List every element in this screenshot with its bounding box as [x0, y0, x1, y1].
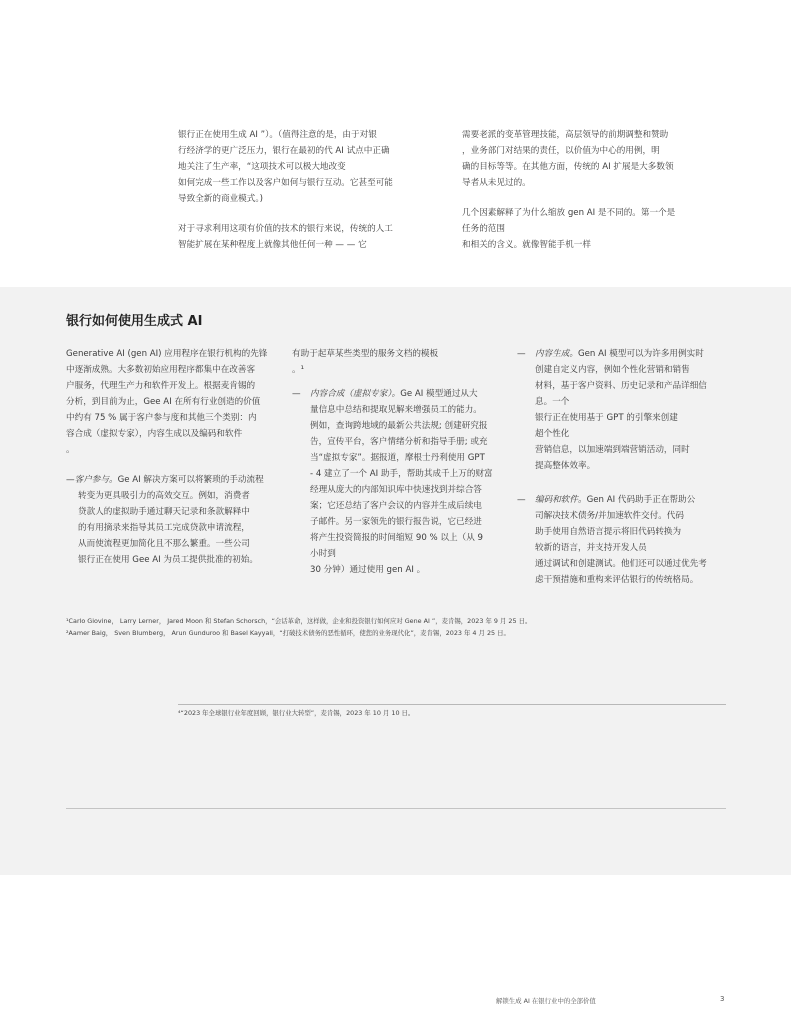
bullet-coding-software: [517, 492, 722, 588]
bullet-text: Gen AI 模型可以为许多用例实时 创建自定义内容，例如个性化营销和销售 材料，基于客户资料、历史记录和产品详细信 息。一个 银行正在使用基于 GPT 的引擎来创建 超个性化 营销信息，以加速端到端营销活动，同时 提高整体效率。: [535, 349, 707, 471]
box-column-1: [66, 346, 271, 568]
footnote-1: ¹Carlo Giovine， Larry Lerner， Jared Moon 和 Stefan Schorsch，“会话革命，这样做，企业和投资银行如何应对 Gene AI ”，麦肯锡，2023 年 9 月 25 日。: [66, 617, 532, 625]
bullet-label: 编码和软件。: [535, 495, 587, 505]
divider: [178, 704, 726, 705]
bullet-dash: —: [517, 495, 526, 505]
bullet-label: —客户参与。: [66, 475, 118, 485]
paragraph: 需要老派的变革管理技能，高层领导的前期调整和赞助 ，业务部门对结果的责任，以价值为中心的用例，明 确的目标等等。在其他方面，传统的 AI 扩展是大多数领 导者从未见过的。: [462, 130, 674, 188]
paragraph: 对于寻求利用这项有价值的技术的银行来说，传统的人工 智能扩展在某种程度上就像其他任何一种 — — 它: [178, 224, 393, 250]
page-number: 3: [720, 995, 725, 1003]
top-left-column: [178, 127, 448, 253]
paragraph: 几个因素解释了为什么缩放 gen AI 是不同的。第一个是 任务的范围 和相关的含义。就像智能手机一样: [462, 208, 676, 250]
bullet-text: Ge AI 模型通过从大 量信息中总结和提取见解来增强员工的能力。 例如，查询跨地域的最新公共法规; 创建研究报 告，宣传平台，客户情绪分析和指导手册; 或充 当“虚拟专家”。据报道，摩根士丹利使用 GPT - 4 建立了一个 AI 助手，帮助其成千上万的财富 经理从庞大的内部知识库中快速找到并综合答 案；它还总结了客户会议的内容并生成后续电 子邮件。另一家领先的银行报告说，它已经进 将产生投资简报的时间缩短 90 % 以上（从 9 小时到 30 分钟）通过使用 gen AI 。: [310, 389, 493, 575]
box-column-2: [292, 346, 497, 578]
box-column-3: [517, 346, 722, 588]
paragraph: Generative AI (gen AI) 应用程序在银行机构的先锋 中逐渐成熟。大多数初始应用程序都集中在改善客 户服务，代理生产力和软件开发上。根据麦肯锡的 分析，到目前为止，Gee AI 在所有行业创造的价值 中约有 75 % 属于客户参与度和其他三个类别：内 容合成（虚拟专家），内容生成以及编码和软件 。: [66, 349, 268, 455]
footnote-2: ²Aamer Baig， Sven Blumberg， Arun Gunduroo 和 Basel Kayyali，“打破技术债务的恶性循环，使您的业务现代化”，麦肯锡，2023 年 4 月 25 日。: [66, 629, 510, 637]
bullet-content-synthesis: [292, 386, 497, 578]
top-right-column: [462, 127, 732, 253]
bullet-text-continued: 转变为更具吸引力的高效交互。例如，消费者 贷款人的虚拟助手通过聊天记录和条款解释中 的有用摘录来指导其员工完成贷款申请流程， 从而使流程更加简化且不那么繁重。一些公司 银行正在使用 Gee AI 为员工提供批准的初始。: [78, 491, 258, 565]
footnote-3: ⁴“2023 年全球银行业年度回顾，银行业大转型”，麦肯锡，2023 年 10 月 10 日。: [178, 709, 415, 717]
bullet-label: 内容生成。: [535, 349, 578, 359]
box-title: 银行如何使用生成式 AI: [66, 314, 203, 329]
bullet-customer-engagement: [66, 472, 271, 568]
bullet-content-generation: [517, 346, 722, 474]
bullet-dash: —: [517, 349, 526, 359]
bullet-text: Gen AI 代码助手正在帮助公 司解决技术债务/并加速软件交付。代码 助手使用自然语言提示将旧代码转换为 较新的语言，并支持开发人员 通过调试和创建测试。他们还可以通过优先考 虑干预措施和重构来评估银行的传统格局。: [535, 495, 707, 585]
bullet-dash: —: [292, 389, 301, 399]
footnotes: [66, 615, 766, 639]
bullet-label: 内容合成（虚拟专家）。: [310, 389, 401, 399]
bullet-first-line: Ge AI 解决方案可以将繁琐的手动流程: [117, 475, 264, 485]
paragraph: 银行正在使用生成 AI ”）。（值得注意的是，由于对银 行经济学的更广泛压力，银行在最初的代 AI 试点中正确 地关注了生产率，“这项技术可以极大地改变 如何完成一些工作以及客户如何与银行互动。它甚至可能 导致全新的商业模式。): [178, 130, 393, 204]
paragraph: 有助于起草某些类型的服务文档的模板 。¹: [292, 349, 439, 375]
running-footer: 解锁生成 AI 在银行业中的全部价值: [496, 997, 596, 1005]
divider: [66, 808, 726, 809]
